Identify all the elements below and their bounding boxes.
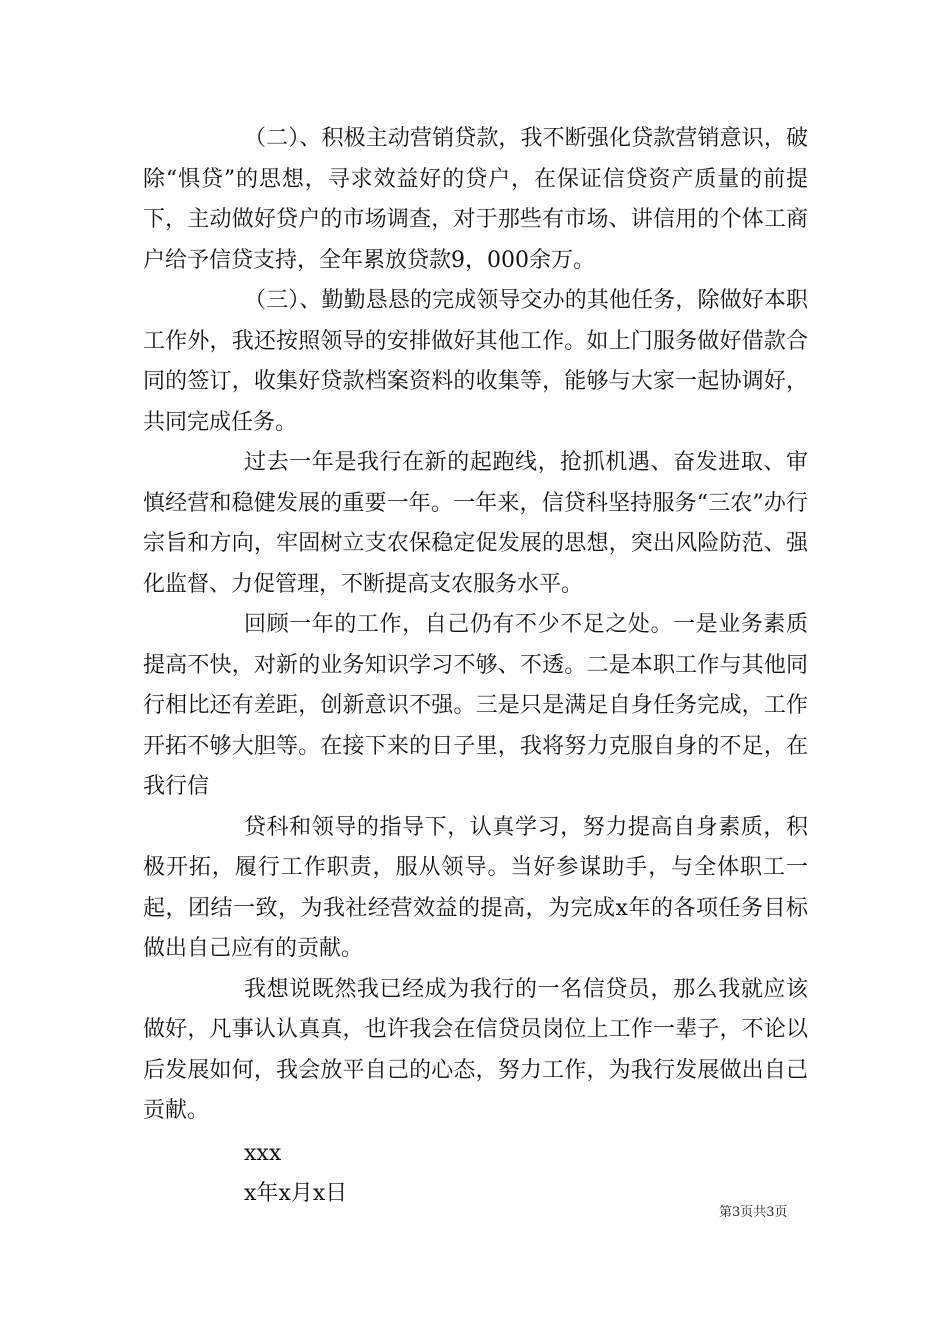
page-number: 第3页共3页 bbox=[719, 1205, 788, 1220]
signature-date: x年x月x日 bbox=[244, 1181, 348, 1206]
paragraph-shortcomings: 回顾一年的工作，自己仍有不少不足之处。一是业务素质提高不快，对新的业务知识学习不够、不透。二是本职工作与其他同行相比还有差距，创新意识不强。三是只是满足自身任务完成，工作开拓不够大胆等。在接下来的日子里，我将努力克服自身的不足，在我行信 bbox=[143, 612, 808, 799]
paragraph-past-year: 过去一年是我行在新的起跑线，抢抓机遇、奋发进取、审慎经营和稳健发展的重要一年。一年来，信贷科坚持服务“三农”办行宗旨和方向，牢固树立支农保稳定促发展的思想，突出风险防范、强化监督、力促管理，不断提高支农服务水平。 bbox=[143, 450, 808, 597]
paragraph-improvement: 贷科和领导的指导下，认真学习，努力提高自身素质，积极开拓，履行工作职责，服从领导。当好参谋助手，与全体职工一起，团结一致，为我社经营效益的提高，为完成x年的各项任务目标做出自己应有的贡献。 bbox=[143, 814, 808, 961]
paragraph-commitment: 我想说既然我已经成为我行的一名信贷员，那么我就应该做好，凡事认认真真，也许我会在信贷员岗位上工作一辈子，不论以后发展如何，我会放平自己的心态，努力工作，为我行发展做出自己贡献。 bbox=[143, 976, 808, 1123]
document-body bbox=[143, 119, 808, 1215]
signature-name: xxx bbox=[244, 1140, 282, 1166]
paragraph-marketing-loans: （二）、积极主动营销贷款，我不断强化贷款营销意识，破除“惧贷”的思想，寻求效益好的贷户，在保证信贷资产质量的前提下，主动做好贷户的市场调查，对于那些有市场、讲信用的个体工商户给予信贷支持，全年累放贷款9，000余万。 bbox=[143, 126, 808, 273]
paragraph-other-tasks: （三）、勤勤恳恳的完成领导交办的其他任务，除做好本职工作外，我还按照领导的安排做好其他工作。如上门服务做好借款合同的签订，收集好贷款档案资料的收集等，能够与大家一起协调好，共同完成任务。 bbox=[143, 288, 808, 435]
